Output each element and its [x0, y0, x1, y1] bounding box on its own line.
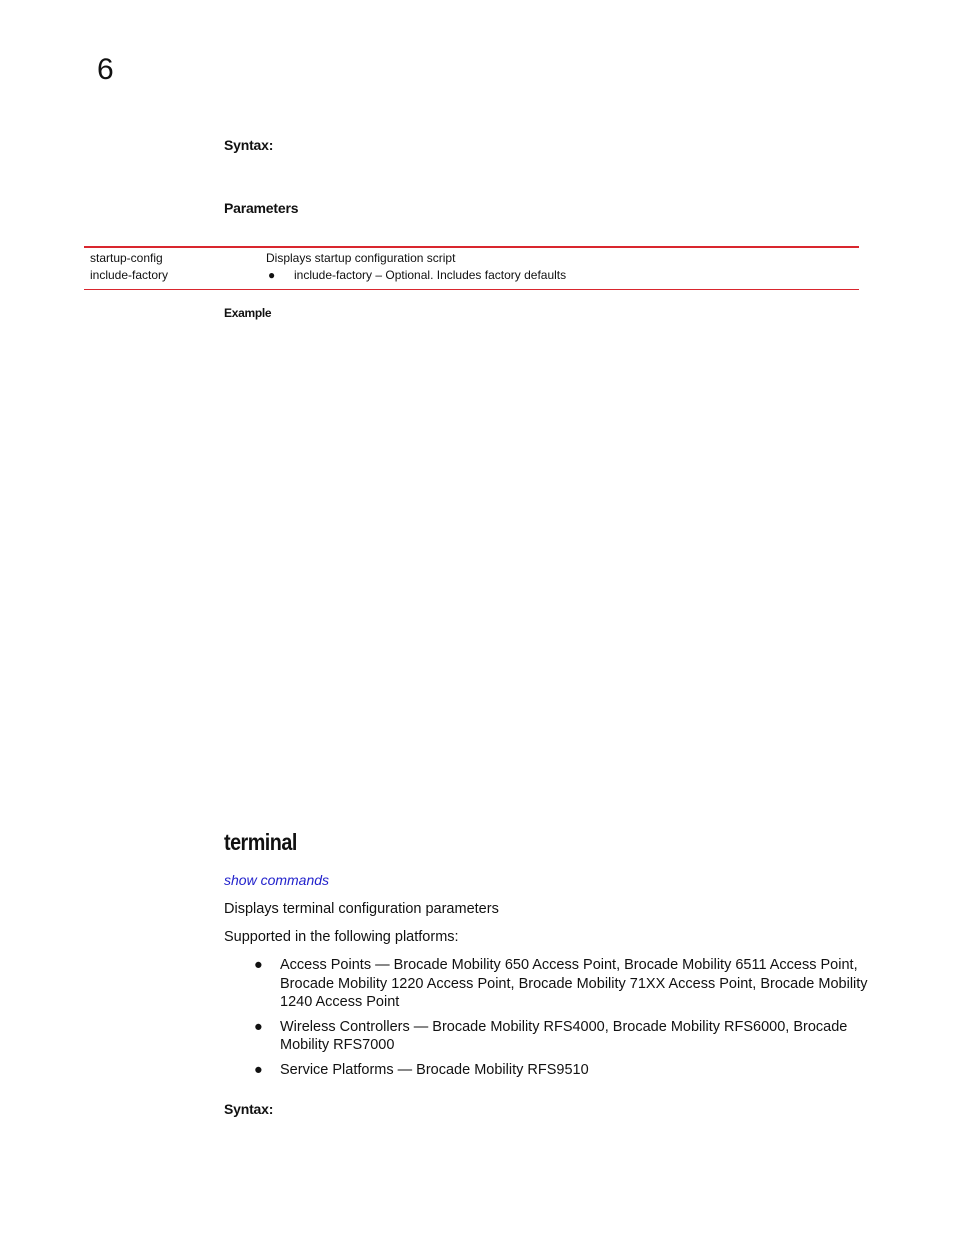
- parameter-name-startup-config: startup-config: [90, 251, 163, 265]
- section-title: terminal: [224, 829, 297, 855]
- syntax-label: Syntax:: [224, 137, 274, 153]
- parameter-name-cell: [90, 250, 168, 284]
- example-label: Example: [224, 306, 272, 320]
- parameter-description: Displays startup configuration script: [266, 251, 456, 265]
- parameters-label: Parameters: [224, 200, 299, 216]
- bullet-icon: ●: [254, 1018, 263, 1035]
- bullet-icon: ●: [254, 1061, 263, 1078]
- list-item: [254, 1061, 869, 1080]
- parameter-name-include-factory: include-factory: [90, 268, 169, 282]
- command-description: Displays terminal configuration parameters: [224, 901, 499, 917]
- syntax-label-2: Syntax:: [224, 1101, 274, 1117]
- chapter-number: 6: [97, 53, 114, 86]
- bullet-icon: ●: [254, 957, 263, 973]
- platform-service-platforms: Service Platforms — Brocade Mobility RFS9510: [280, 1061, 589, 1078]
- platform-list: [254, 956, 869, 1085]
- bullet-icon: ●: [268, 268, 276, 282]
- parameter-bullet-text: include-factory – Optional. Includes factory defaults: [294, 268, 567, 282]
- list-item: [254, 1018, 869, 1055]
- platform-wireless-controllers: Wireless Controllers — Brocade Mobility RFS4000, Brocade Mobility RFS6000, Brocade Mobility RFS7000: [280, 1018, 848, 1053]
- show-commands-link[interactable]: show commands: [224, 872, 330, 888]
- supported-platforms-label: Supported in the following platforms:: [224, 929, 459, 945]
- list-item: [254, 956, 869, 1012]
- platform-access-points: Access Points — Brocade Mobility 650 Access Point, Brocade Mobility 6511 Access Point, Brocade Mobility 1220 Access Point, Brocade Mobility 71XX Access Point, Brocade Mobility 1240 Access Point: [280, 957, 868, 1010]
- parameters-table: [84, 246, 859, 290]
